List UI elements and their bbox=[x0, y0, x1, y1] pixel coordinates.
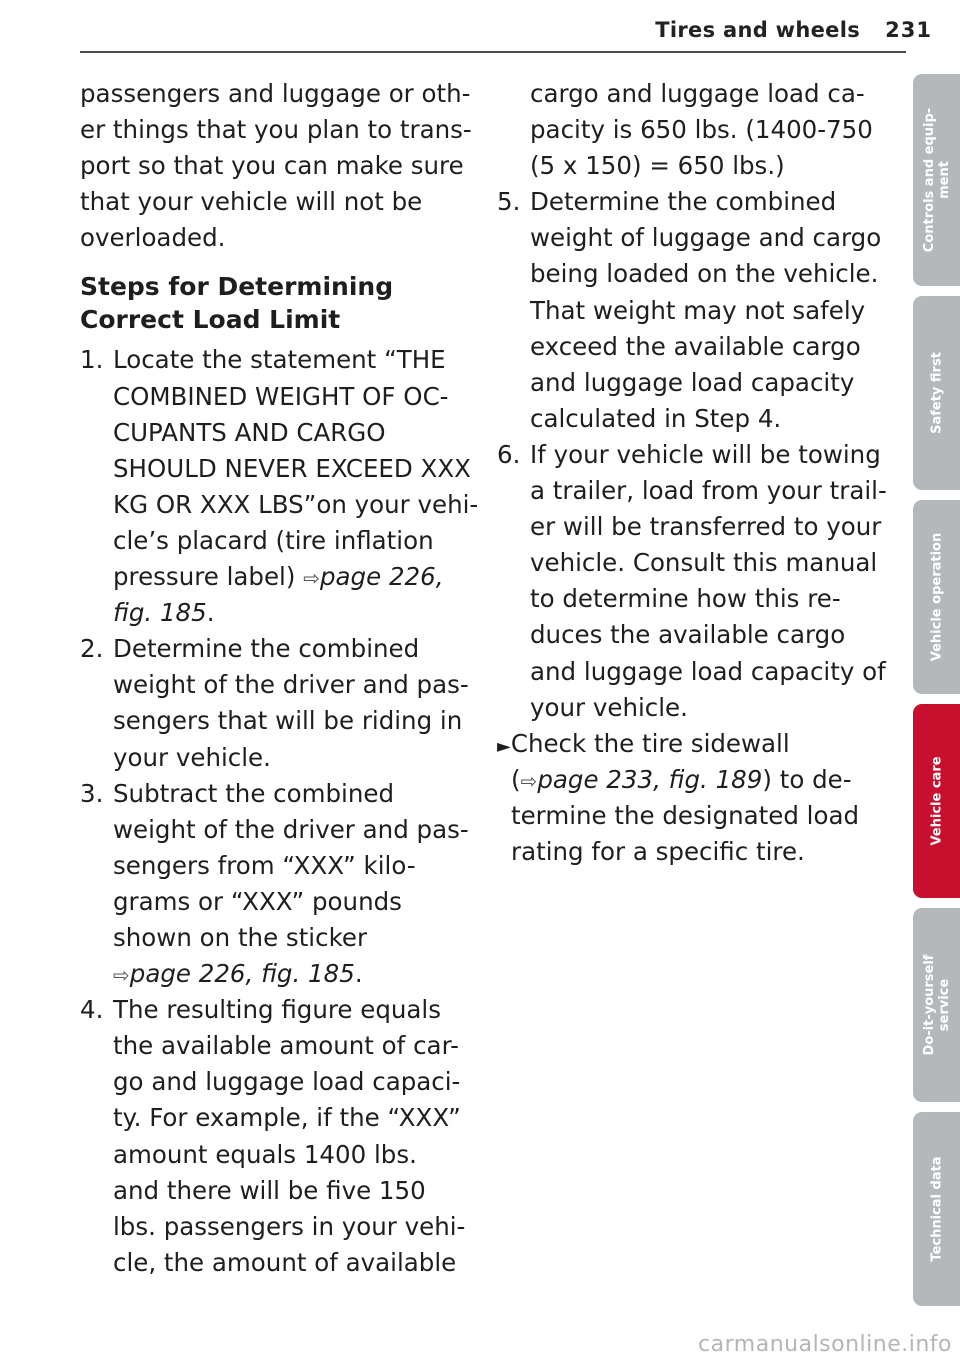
text-line: pressure label) bbox=[113, 562, 304, 592]
tab-controls-and-equipment[interactable] bbox=[913, 74, 960, 286]
heading-line: Correct Load Limit bbox=[80, 305, 341, 335]
step-6 bbox=[497, 437, 887, 726]
tab-label: Controls and equip- bbox=[921, 107, 937, 253]
tab-label: ment bbox=[936, 161, 952, 199]
heading-line: Steps for Determining bbox=[80, 272, 394, 302]
check-instruction bbox=[497, 726, 887, 870]
text-line: grams or “XXX” pounds bbox=[113, 886, 402, 916]
text-line: that your vehicle will not be bbox=[80, 187, 423, 217]
step-number: 1. bbox=[80, 345, 104, 375]
text-line: your vehicle. bbox=[530, 692, 688, 722]
step-number: 6. bbox=[497, 439, 521, 469]
page-header bbox=[0, 0, 960, 60]
text-line: lbs. passengers in your vehi- bbox=[113, 1211, 466, 1241]
step-number: 4. bbox=[80, 995, 104, 1025]
text-line: pacity is 650 lbs. (1400-750 bbox=[530, 115, 873, 145]
text-line: Subtract the combined bbox=[113, 778, 395, 808]
punctuation: ( bbox=[511, 764, 521, 794]
step-1 bbox=[80, 342, 479, 631]
step-5 bbox=[497, 184, 887, 437]
tab-do-it-yourself-service[interactable] bbox=[913, 908, 960, 1102]
text-line: termine the designated load bbox=[511, 800, 860, 830]
tab-label: Vehicle care bbox=[929, 756, 944, 846]
tab-label: Technical data bbox=[929, 1156, 944, 1262]
text-line: a trailer, load from your trail- bbox=[530, 476, 887, 506]
text-line: cle’s placard (tire inflation bbox=[113, 525, 434, 555]
arrow-right-icon: ⇨ bbox=[520, 768, 538, 793]
text-line: weight of the driver and pas- bbox=[113, 814, 469, 844]
text-line: vehicle. Consult this manual bbox=[530, 548, 878, 578]
text-line: (5 x 150) = 650 lbs.) bbox=[530, 151, 785, 181]
text-line: cle, the amount of available bbox=[113, 1247, 457, 1277]
text-line: Locate the statement “THE bbox=[113, 345, 446, 375]
text-line: ty. For example, if the “XXX” bbox=[113, 1103, 461, 1133]
arrow-right-icon: ⇨ bbox=[113, 963, 130, 988]
step-3 bbox=[80, 776, 470, 993]
text-line: Check the tire sidewall bbox=[510, 728, 790, 758]
tab-safety-first[interactable] bbox=[913, 296, 960, 490]
text-line: er will be transferred to your bbox=[530, 512, 882, 542]
tab-technical-data[interactable] bbox=[913, 1112, 960, 1306]
step-2 bbox=[80, 631, 470, 775]
section-heading bbox=[80, 270, 470, 336]
text-line: the available amount of car- bbox=[113, 1031, 459, 1061]
text-line: go and luggage load capaci- bbox=[113, 1067, 461, 1097]
text-line: overloaded. bbox=[80, 223, 226, 253]
page-reference-link[interactable]: page 226, bbox=[319, 562, 444, 592]
right-column bbox=[497, 76, 887, 870]
text-line: weight of the driver and pas- bbox=[113, 670, 469, 700]
section-title: Tires and wheels bbox=[655, 18, 860, 42]
text-line: duces the available cargo bbox=[530, 620, 846, 650]
intro-paragraph bbox=[80, 76, 470, 256]
step-4 bbox=[80, 992, 470, 1281]
text-line: amount equals 1400 lbs. bbox=[113, 1139, 417, 1169]
tab-label: Do-it-yourself bbox=[921, 954, 937, 1056]
step-number: 2. bbox=[80, 634, 104, 664]
text-line: Determine the combined bbox=[113, 634, 420, 664]
page-number: 231 bbox=[885, 18, 932, 42]
text-line: If your vehicle will be towing bbox=[530, 439, 881, 469]
text-line: and there will be five 150 bbox=[113, 1175, 426, 1205]
text-line: COMBINED WEIGHT OF OC- bbox=[113, 381, 449, 411]
punctuation: . bbox=[206, 598, 215, 628]
text-line: weight of luggage and cargo bbox=[530, 223, 882, 253]
tab-label: Vehicle operation bbox=[929, 532, 944, 662]
watermark: carmanualsonline.info bbox=[698, 1332, 952, 1357]
left-column bbox=[80, 76, 479, 1281]
text-line: to determine how this re- bbox=[530, 584, 841, 614]
text-line: cargo and luggage load ca- bbox=[530, 79, 865, 108]
tab-vehicle-operation[interactable] bbox=[913, 500, 960, 694]
step-number: 5. bbox=[497, 187, 521, 217]
triangle-bullet-icon: ► bbox=[497, 735, 511, 757]
text-line: exceed the available cargo bbox=[530, 331, 861, 361]
text-line: being loaded on the vehicle. bbox=[530, 259, 879, 289]
tab-vehicle-care[interactable] bbox=[913, 704, 960, 898]
text-line: Determine the combined bbox=[530, 187, 837, 217]
text-line: sengers from “XXX” kilo- bbox=[113, 850, 416, 880]
punctuation: . bbox=[354, 959, 363, 989]
step-4-continued bbox=[497, 76, 887, 184]
arrow-right-icon: ⇨ bbox=[303, 566, 320, 591]
text-line: your vehicle. bbox=[113, 742, 271, 772]
page-reference-link[interactable]: page 233, fig. 189 bbox=[537, 764, 763, 794]
text-line: shown on the sticker bbox=[113, 922, 368, 952]
text-line: port so that you can make sure bbox=[80, 151, 464, 181]
tab-label: Safety first bbox=[929, 352, 944, 434]
text-line: SHOULD NEVER EXCEED XXX bbox=[113, 453, 471, 483]
text-line: The resulting figure equals bbox=[113, 995, 441, 1025]
text-line: KG OR XXX LBS”on your vehi- bbox=[113, 489, 479, 519]
tab-label: service bbox=[936, 978, 952, 1032]
page-reference-link[interactable]: page 226, fig. 185 bbox=[129, 959, 355, 989]
text-line: passengers and luggage or oth- bbox=[80, 79, 471, 108]
text-line: rating for a specific tire. bbox=[511, 836, 805, 866]
figure-reference-link[interactable]: fig. 185 bbox=[113, 598, 207, 628]
text-line: ) to de- bbox=[762, 764, 852, 794]
step-number: 3. bbox=[80, 778, 104, 808]
text-line: er things that you plan to trans- bbox=[80, 115, 472, 145]
text-line: calculated in Step 4. bbox=[530, 403, 782, 433]
text-line: That weight may not safely bbox=[530, 295, 866, 325]
text-line: and luggage load capacity of bbox=[530, 656, 886, 686]
text-line: and luggage load capacity bbox=[530, 367, 855, 397]
text-line: sengers that will be riding in bbox=[113, 706, 463, 736]
header-rule bbox=[80, 51, 906, 53]
text-line: CUPANTS AND CARGO bbox=[113, 417, 386, 447]
